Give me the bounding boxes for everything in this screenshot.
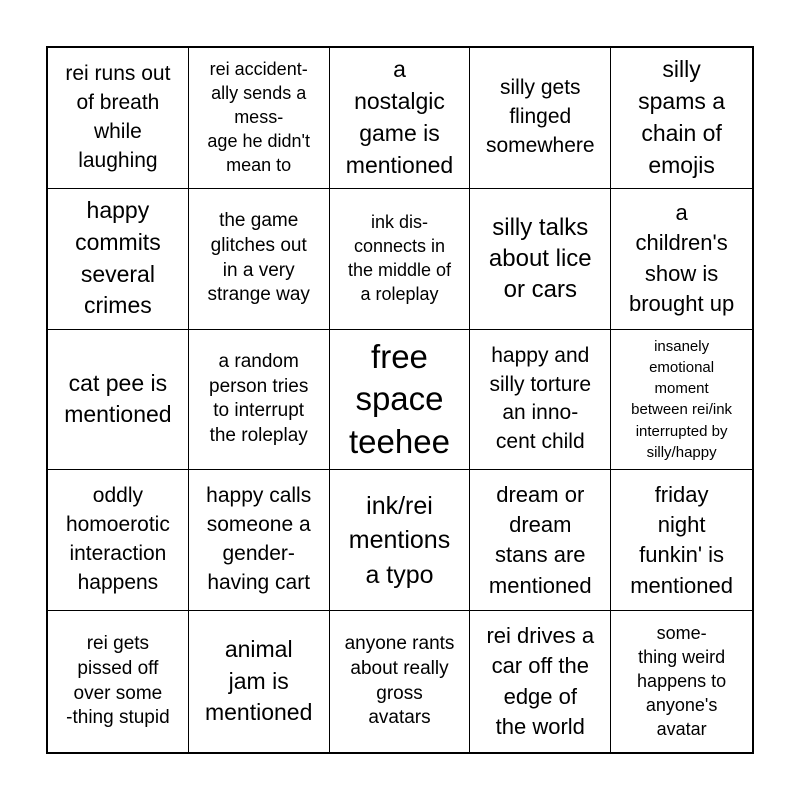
- bingo-cell[interactable]: [611, 470, 752, 611]
- cell-text: rei drives a car off the edge of the world: [486, 622, 595, 739]
- cell-text: ink dis- connects in the middle of a roleplay: [347, 211, 452, 304]
- cell-text: silly talks about lice or cars: [488, 213, 592, 304]
- cell-text: the game glitches out in a very strange way: [207, 210, 310, 306]
- cell-text: dream or dream stans are mentioned: [488, 481, 592, 598]
- cell-text: ink/rei mentions a typo: [348, 491, 451, 589]
- bingo-cell[interactable]: [611, 330, 752, 471]
- cell-text: free space teehee: [349, 338, 450, 460]
- bingo-cell[interactable]: [611, 611, 752, 752]
- bingo-cell[interactable]: [189, 611, 330, 752]
- bingo-cell[interactable]: [470, 189, 611, 330]
- cell-text: rei runs out of breath while laughing: [65, 61, 171, 172]
- cell-text: cat pee is mentioned: [64, 369, 172, 428]
- cell-text: some- thing weird happens to anyone's avatar: [637, 622, 727, 739]
- cell-text: oddly homoerotic interaction happens: [65, 484, 170, 595]
- bingo-cell[interactable]: [470, 470, 611, 611]
- bingo-cell[interactable]: [330, 48, 471, 189]
- cell-text: silly spams a chain of emojis: [638, 56, 726, 178]
- cell-text: friday night funkin' is mentioned: [630, 481, 733, 598]
- cell-text: animal jam is mentioned: [204, 635, 313, 726]
- bingo-cell[interactable]: [330, 470, 471, 611]
- bingo-cell[interactable]: [48, 189, 189, 330]
- bingo-cell[interactable]: [470, 611, 611, 752]
- cell-text: insanely emotional moment between rei/ink interrupted by silly/happy: [631, 337, 733, 462]
- bingo-cell[interactable]: [611, 189, 752, 330]
- bingo-board: [46, 46, 754, 754]
- cell-text: a children's show is brought up: [628, 199, 735, 317]
- bingo-cell[interactable]: [470, 330, 611, 471]
- bingo-cell[interactable]: [48, 611, 189, 752]
- cell-text: anyone rants about really gross avatars: [344, 633, 455, 729]
- bingo-cell[interactable]: [189, 48, 330, 189]
- cell-text: silly gets flinged somewhere: [486, 76, 595, 158]
- bingo-cell[interactable]: [48, 330, 189, 471]
- cell-text: a nostalgic game is mentioned: [345, 56, 454, 178]
- bingo-cell[interactable]: [330, 189, 471, 330]
- free-space-cell[interactable]: [330, 330, 471, 471]
- cell-text: a random person tries to interrupt the roleplay: [209, 351, 309, 447]
- cell-text: happy calls someone a gender- having cart: [206, 484, 312, 595]
- bingo-cell[interactable]: [48, 48, 189, 189]
- cell-text: rei accident- ally sends a mess- age he didn't mean to: [207, 59, 310, 175]
- bingo-cell[interactable]: [189, 470, 330, 611]
- bingo-cell[interactable]: [470, 48, 611, 189]
- cell-text: rei gets pissed off over some -thing stupid: [66, 633, 170, 729]
- bingo-cell[interactable]: [189, 189, 330, 330]
- bingo-cell[interactable]: [189, 330, 330, 471]
- cell-text: happy commits several crimes: [75, 197, 161, 319]
- bingo-cell[interactable]: [48, 470, 189, 611]
- cell-text: happy and silly torture an inno- cent child: [489, 343, 592, 454]
- bingo-cell[interactable]: [611, 48, 752, 189]
- bingo-cell[interactable]: [330, 611, 471, 752]
